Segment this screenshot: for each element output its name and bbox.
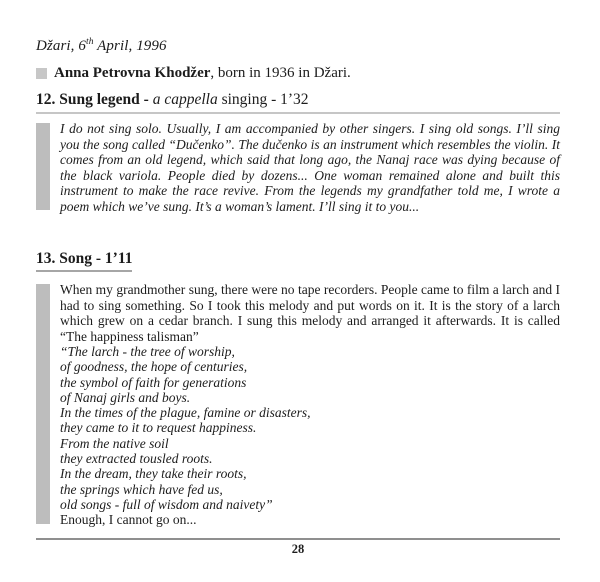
page-number: 28 — [291, 541, 305, 556]
track-12-quote-text — [60, 121, 560, 214]
closing-line: Enough, I cannot go on... — [60, 512, 197, 528]
date-ordinal-superscript: th — [85, 37, 94, 47]
track-13-quote-block — [36, 282, 560, 528]
poem-line: they extracted tousled roots. — [60, 451, 213, 467]
poem-line: From the native soil — [60, 435, 169, 451]
poem-line: they came to it to request happiness. — [60, 420, 257, 436]
performer-text — [54, 64, 351, 82]
poem — [60, 344, 560, 512]
quote-bar — [36, 123, 50, 210]
track-12-duration: singing - 1’32 — [217, 91, 309, 108]
poem-line: of Nanaj girls and boys. — [60, 389, 191, 405]
track-12-heading — [36, 91, 560, 114]
footer-rule — [36, 538, 560, 540]
performer-entry — [36, 64, 560, 82]
date-line — [36, 38, 560, 55]
track-13-intro-paragraph: When my grandmother sung, there were no tape recorders. People came to film a larch and I had to sing something. So I took this melody and put words on it. It is the story of a larch which grew on a cedar branch. I sung this melody and arranged it afterwards. It is called “The happiness talisman” — [60, 282, 560, 344]
date-suffix: April, 1996 — [93, 38, 167, 54]
date-prefix: Džari, 6 — [36, 38, 86, 54]
track-13-quote-text — [60, 282, 560, 528]
track-13-heading — [36, 250, 560, 272]
quote-bar — [36, 284, 50, 524]
poem-line: of goodness, the hope of centuries, — [60, 359, 248, 375]
poem-line: In the times of the plague, famine or disasters, — [60, 405, 311, 421]
track-12-quote-block — [36, 121, 560, 214]
poem-line: old songs - full of wisdom and naivety” — [60, 496, 273, 512]
track-12-title: 12. Sung legend - — [36, 91, 153, 108]
poem-line: In the dream, they take their roots, — [60, 466, 247, 482]
track-12-quote-paragraph: I do not sing solo. Usually, I am accompanied by other singers. I sing old songs. I’ll sing you the song called “Dučenko”. The dučenko is an instrument which resembles the violin. It comes from an old legend, which said that long ago, the Nanaj race was dying because of the black variola. People died by dozens... One woman remained alone and built this instrument to make the race revive. From the legends my grandfather told me, I wrote a poem which we’ve sung. It’s a woman’s lament. I’ll sing it to you... — [60, 121, 560, 214]
poem-line: the symbol of faith for generations — [60, 374, 247, 390]
poem-line: the springs which have fed us, — [60, 481, 223, 497]
performer-details: , born in 1936 in Džari. — [210, 65, 351, 81]
track-13-title: 13. Song - 1’11 — [36, 250, 132, 272]
poem-line: “The larch - the tree of worship, — [60, 344, 235, 359]
track-12-style-note: a cappella — [152, 91, 218, 108]
square-bullet-icon — [36, 68, 47, 79]
performer-name: Anna Petrovna Khodžer — [54, 65, 211, 81]
